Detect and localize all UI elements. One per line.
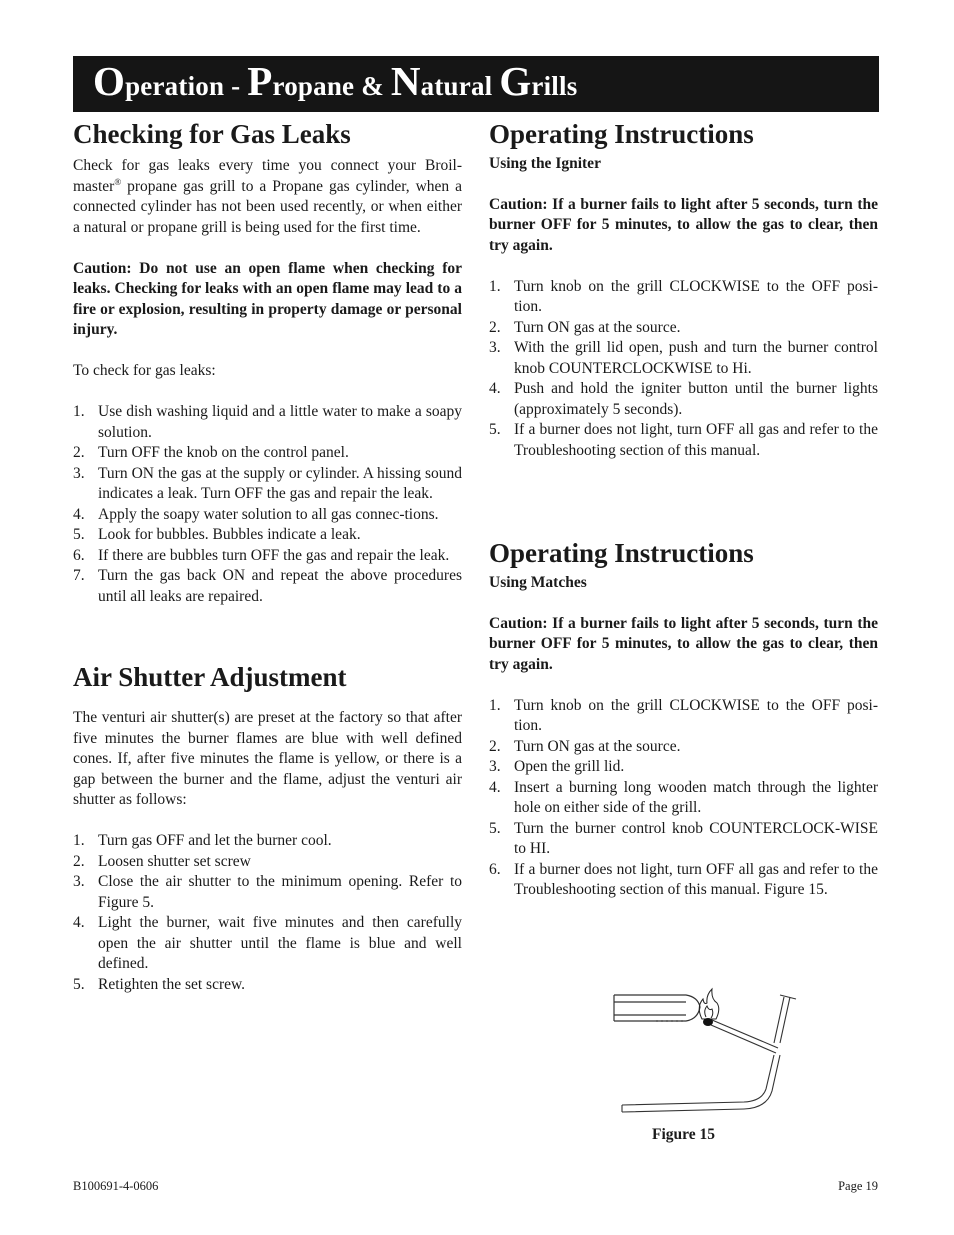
list-item: 1. Turn knob on the grill CLOCKWISE to the OFF posi-tion. — [489, 277, 878, 315]
list-item: 5. Look for bubbles. Bubbles indicate a leak. — [73, 526, 361, 543]
matches-steps — [489, 696, 878, 901]
list-item: 1. Turn knob on the grill CLOCKWISE to the OFF posi-tion. — [489, 696, 878, 734]
igniter-subheading: Using the Igniter — [489, 155, 601, 172]
match-stick-icon — [711, 1020, 778, 1053]
leaks-intro: Check for gas leaks every time you connect your Broil-master® propane gas grill to a Propane gas cylinder, when a connected cylinder has not been used recently, or when either a natural or propane grill is being used for the first time. — [73, 157, 462, 236]
shutter-intro: The venturi air shutter(s) are preset at the factory so that after five minutes the burner flames are blue with well defined cones. If, after five minutes the flame is yellow, or there is a gap between the burner and the flame, adjust the venturi air shutter as follows: — [73, 709, 462, 808]
shutter-heading: Air Shutter Adjustment — [73, 662, 347, 692]
list-item: 2. Turn ON gas at the source. — [489, 318, 681, 336]
list-item: 5. Retighten the set screw. — [73, 975, 246, 993]
list-item: 2. Turn OFF the knob on the control panel. — [73, 444, 349, 461]
leaks-heading: Checking for Gas Leaks — [73, 119, 351, 149]
holder-tongs-icon — [622, 995, 796, 1112]
list-item: 3. With the grill lid open, push and turn the burner control knob COUNTERCLOCKWISE to Hi. — [489, 339, 878, 377]
list-item: 6. If there are bubbles turn OFF the gas and repair the leak. — [73, 546, 450, 564]
burner-icon — [614, 995, 700, 1021]
shutter-steps — [73, 831, 462, 995]
list-item: 4. Apply the soapy water solution to all gas connec-tions. — [73, 505, 439, 523]
footer-doc-id: B100691-4-0606 — [73, 1179, 159, 1193]
leaks-lead: To check for gas leaks: — [73, 362, 216, 379]
page-banner — [73, 56, 879, 112]
list-item: 2. Turn ON gas at the source. — [489, 737, 681, 755]
list-item: 7. Turn the gas back ON and repeat the above procedures until all leaks are repaired. — [73, 567, 462, 605]
footer-page-number: Page 19 — [838, 1179, 878, 1193]
leaks-caution: Caution: Do not use an open flame when checking for leaks. Checking for leaks with an open flame may lead to a fire or explosion, resulting in property damage or personal injury. — [73, 259, 462, 338]
list-item: 3. Turn ON the gas at the supply or cylinder. A hissing sound indicates a leak. Turn OFF the gas and repair the leak. — [73, 464, 462, 502]
igniter-caution: Caution: If a burner fails to light after 5 seconds, turn the burner OFF for 5 minutes, to allow the gas to clear, then try again. — [489, 195, 878, 254]
matches-heading: Operating Instructions — [489, 538, 754, 568]
left-column — [73, 116, 462, 995]
matches-subheading: Using Matches — [489, 574, 587, 591]
banner-title: Operation - Propane & Natural Grills — [93, 58, 578, 104]
igniter-heading: Operating Instructions — [489, 119, 754, 149]
figure-caption: Figure 15 — [652, 1126, 715, 1143]
list-item: 5. If a burner does not light, turn OFF all gas and refer to the Troubleshooting section of this manual. — [489, 421, 878, 459]
igniter-steps — [489, 277, 878, 462]
list-item: 1. Turn gas OFF and let the burner cool. — [73, 832, 332, 849]
right-column — [489, 116, 878, 901]
list-item: 3. Close the air shutter to the minimum opening. Refer to Figure 5. — [73, 873, 462, 911]
figure-15-illustration — [604, 985, 804, 1125]
list-item: 5. Turn the burner control knob COUNTERCLOCK-WISE to HI. — [489, 819, 878, 857]
leaks-steps — [73, 402, 462, 607]
list-item: 6. If a burner does not light, turn OFF all gas and refer to the Troubleshooting section of this manual. Figure 15. — [489, 860, 878, 898]
list-item: 2. Loosen shutter set screw — [73, 852, 251, 870]
flame-icon — [699, 989, 719, 1019]
list-item: 1. Use dish washing liquid and a little water to make a soapy solution. — [73, 403, 462, 441]
list-item: 4. Push and hold the igniter button until the burner lights (approximately 5 seconds). — [489, 380, 878, 418]
list-item: 4. Light the burner, wait five minutes and then carefully open the air shutter until the flame is blue and well defined. — [73, 914, 462, 972]
list-item: 3. Open the grill lid. — [489, 758, 625, 775]
list-item: 4. Insert a burning long wooden match through the lighter hole on either side of the grill. — [489, 778, 878, 816]
matches-caution: Caution: If a burner fails to light after 5 seconds, turn the burner OFF for 5 minutes, to allow the gas to clear, then try again. — [489, 614, 878, 673]
